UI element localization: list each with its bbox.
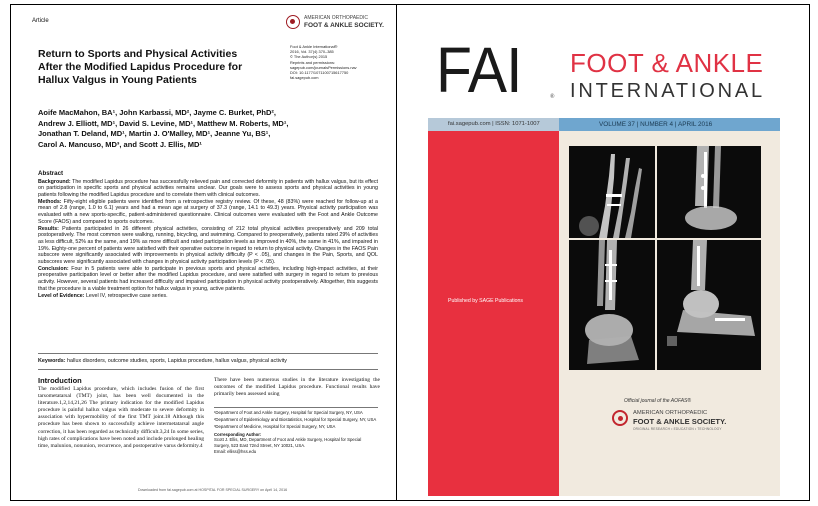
aofas-seal-icon [286, 15, 300, 29]
article-type-label: Article [32, 18, 49, 24]
abstract-text: Patients participated in 26 different physical activities, consisting of 212 total physical activities preoperatively and 209 total postoperatively. The most common were walking, running, bicycling, and swimming. Compared to preoperatively, patients rated 29% of activities as less difficult, 52% as the same, and 19% as more difficult and rated participation levels as improved in 40%, the same in 41%, and impaired in 19%. Eighty-one percent of patients were satisfied with their operative outcome in regard to return to physical activity. Changes in the FAOS Pain subscore were significantly associated with improvements in physical activity difficulty (P < .05), and changes in the Pain, Sports, and QOL subscores were significantly associated with changes in physical activity participation levels (P < .05). [38, 225, 378, 265]
article-title-line: Return to Sports and Physical Activities [38, 48, 238, 60]
abstract-label: Background: [38, 178, 71, 185]
journal-meta-line: DOI: 10.1177/1071100715617750 [290, 70, 349, 76]
divider-rule [38, 369, 378, 370]
corresponding-author-address: Scott J. Ellis, MD, Department of Foot and Ankle Surgery, Hospital for Special Surgery, 523 East 72nd Street, NY 10021, USA. [214, 437, 362, 449]
xray-image-foot-oblique [569, 240, 655, 370]
abstract-text: The modified Lapidus procedure has successfully relieved pain and corrected deformity in patients with hallux valgus, but its effect on participation in specific sports and physical activities remains unclear. Our goals were to assess sports and physical activities in young patients following the modified Lapidus procedure and to correlate them with clinical outcomes. [38, 178, 378, 198]
xray-image-foot-lateral [657, 240, 761, 370]
page-divider [396, 4, 397, 501]
aofas-logo [286, 14, 386, 34]
fai-logo: FAI [436, 34, 522, 106]
cover-red-panel [428, 131, 559, 496]
abstract-label: Methods: [38, 198, 62, 205]
abstract-text: Level IV, retrospective case series. [84, 292, 168, 299]
cover-info-bar [428, 118, 780, 131]
abstract-level-of-evidence [38, 293, 378, 300]
url-issn: fai.sagepub.com | ISSN: 1071-1007 [428, 118, 559, 131]
journal-meta-line: fai.sagepub.com [290, 75, 319, 81]
author-line: Carol A. Mancuso, MD³, and Scott J. Ellis, MD¹ [38, 139, 202, 149]
aofas-name-line2: FOOT & ANKLE SOCIETY. [304, 22, 384, 29]
official-journal-line: Official journal of the AOFAS® [624, 398, 692, 404]
author-line: Jonathan T. Deland, MD¹, Martin J. O'Malley, MD¹, Jeanne Yu, BS¹, [38, 129, 271, 138]
keywords-text: hallux disorders, outcome studies, sports, Lapidus procedure, hallux valgus, physical activity [65, 358, 287, 364]
footnote: ²Department of Epidemiology and Biostatistics, Hospital for Special Surgery, NY, USA [214, 417, 377, 423]
aofas-seal-icon [612, 410, 628, 426]
article-page [28, 8, 388, 498]
abstract-background [38, 179, 378, 199]
journal-cover [428, 8, 780, 496]
abstract-label: Level of Evidence: [38, 292, 85, 299]
xray-image-foot-ap [569, 146, 655, 238]
xray-image-ankle-lateral [657, 146, 761, 238]
keywords [38, 358, 378, 364]
author-line: Andrew J. Elliott, MD¹, David S. Levine, MD¹, Matthew M. Roberts, MD¹, [38, 118, 289, 128]
journal-meta-line: Foot & Ankle International® [290, 44, 338, 49]
abstract [38, 171, 378, 300]
author-list [38, 108, 338, 150]
cover-title-foot-ankle: FOOT & ANKLE [570, 48, 764, 78]
footnotes [214, 410, 378, 456]
article-title-line: After the Modified Lapidus Procedure for [38, 61, 243, 73]
article-title-line: Hallux Valgus in Young Patients [38, 74, 197, 86]
author-line: Aoife MacMahon, BA¹, John Karbassi, MD², Jayme C. Burket, PhD², [38, 108, 276, 117]
article-title [38, 48, 278, 87]
aofas-name-line1: AMERICAN ORTHOPAEDIC [633, 410, 708, 416]
abstract-label: Conclusion: [38, 265, 69, 272]
abstract-text: Four in 5 patients were able to participate in previous sports and physical activities, including high-impact activities, at their preoperative participation level or better after the modified Lapidus procedure, and were satisfied with surgery in regard to return to previous activity. However, several patients had increased difficulty and impaired participation in physical activity postoperatively. Altogether, this suggests that the procedure is a viable treatment option for hallux valgus in young, active patients. [38, 265, 378, 292]
journal-meta-line: Reprints and permissions: [290, 59, 335, 65]
journal-meta [290, 44, 388, 80]
abstract-label: Results: [38, 225, 59, 232]
journal-meta-line: 2016, Vol. 37(4) 370–385 [290, 49, 334, 55]
aofas-name-line2: FOOT & ANKLE SOCIETY. [633, 417, 727, 426]
abstract-heading: Abstract [38, 170, 64, 177]
introduction-heading: Introduction [38, 376, 82, 385]
divider-rule [38, 353, 378, 354]
cover-aofas-logo [612, 408, 772, 434]
volume-issue: VOLUME 37 | NUMBER 4 | APRIL 2016 [559, 118, 780, 131]
introduction-column-1: The modified Lapidus procedure, which includes fusion of the first tarsometatarsal (TMT) joint, has been well documented in the literature.1,2,14,21,26 The primary indication for the modified Lapidus procedure is painful hallux valgus with moderate to severe deformity in association with hypermobility of the first TMT joint.18 Although this procedure has been shown to successfully achieve intermetatarsal angle correction, it has been regarded as technically difficult.3,24 In some series, high rates of complications have been noted and include prolonged healing time, malunion, nonunion, recurrence, and postoperative varus deformity.4 [38, 386, 204, 449]
journal-meta-line: sagepub.com/journalsPermissions.nav [290, 64, 357, 70]
footnote: ¹Department of Foot and Ankle Surgery, Hospital for Special Surgery, NY, USA [214, 410, 363, 415]
introduction-column-2: There have been numerous studies in the literature investigating the outcomes of the modified Lapidus procedure. Functional results have primarily been assessed using [214, 377, 380, 398]
aofas-name-line1: AMERICAN ORTHOPAEDIC [304, 15, 368, 21]
abstract-results [38, 226, 378, 266]
aofas-tagline: ORIGINAL RESEARCH • EDUCATION • TECHNOLOGY [633, 427, 722, 431]
publisher-line: Published by SAGE Publications [448, 298, 523, 304]
corresponding-author-label: Corresponding Author: [214, 431, 262, 437]
footnote-rule [214, 407, 378, 408]
download-notice: Downloaded from fai.sagepub.com at HOSPITAL FOR SPECIAL SURGERY on April 14, 2016 [138, 488, 288, 492]
abstract-text: Fifty-eight eligible patients were identified from a retrospective registry review. Of these, 48 (83%) were reached for follow-up at a mean of 2.8 (range, 1.0 to 6.1) years and had a mean age at surgery of 37.3 (range, 14.1 to 49.3) years. Physical activity participation was evaluated with a new sports-specific, patient-administered questionnaire. Clinical outcomes were evaluated with the Foot and Ankle Outcome Score (FAOS) and compared to sports outcomes. [38, 198, 378, 225]
keywords-label: Keywords: [38, 358, 66, 364]
cover-title-international: INTERNATIONAL [570, 80, 765, 102]
registered-mark: ® [550, 94, 555, 100]
abstract-methods [38, 199, 378, 225]
journal-meta-line: © The Author(s) 2015 [290, 54, 328, 60]
abstract-conclusion [38, 266, 378, 292]
footnote: ³Department of Medicine, Hospital for Special Surgery, NY, USA [214, 424, 336, 430]
corresponding-author-email: Email: elliss@hss.edu [214, 448, 257, 454]
